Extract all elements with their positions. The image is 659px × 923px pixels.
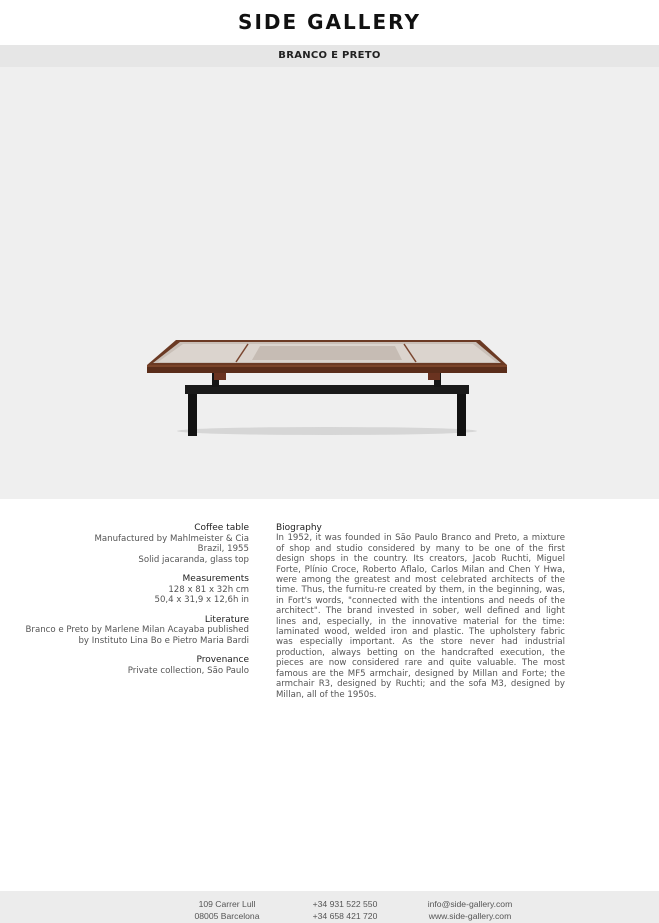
gallery-logo[interactable]: SIDE GALLERY (238, 10, 421, 34)
details-title: Literature (204, 614, 249, 625)
biography-text: In 1952, it was founded in São Paulo Branco and Preto, a mixture of shop and studio considered by many to be one of the first design shops in the country. Its creators, Jacob Ruchti, Miguel Forte, Plínio Croce, Roberto Aflalo, Carlos Milan and Chen Y Hwa, were among the greatest and most celebrated architects of the time. Thus, the furnitu-re created by them, in the beginning, was, in Fort's words, "connected with the intentions and needs of the architect". The brand invested in sober, well defined and light lines and, especially, in the innovative material for the time: laminated wood, welded iron and plastic. The upholstery fabric was especially important. As the store never had industrial production, always betting on the handcrafted execution, the pieces are now considered rare and quite valuable. The most famous are the MF5 armchair, designed by Millan and Forte; the armchair R3, designed by Ruchti; and the sofa M3, designed by Millan, all of the 1950s. (276, 533, 565, 700)
product-photo (0, 67, 659, 499)
website-link[interactable]: www.side-gallery.com (428, 910, 512, 921)
details-column (20, 523, 249, 685)
phone-link[interactable]: +34 658 421 720 (312, 910, 378, 921)
phone-link[interactable]: +34 931 522 550 (312, 899, 378, 909)
email-link[interactable]: info@side-gallery.com (427, 899, 513, 909)
details-line: Branco e Preto by Marlene Milan Acayaba published (25, 625, 249, 635)
details-title: Provenance (196, 655, 249, 665)
footer-address (178, 899, 276, 922)
details-line: Private collection, São Paulo (127, 665, 249, 676)
details-line: 50,4 x 31,9 x 12,6h in (154, 595, 249, 605)
details-block-0 (20, 523, 249, 565)
biography-title: Biography (276, 523, 322, 533)
biography-section (276, 523, 565, 700)
address-line: 08005 Barcelona (194, 910, 260, 921)
details-line: 128 x 81 x 32h cm (168, 584, 249, 595)
details-line: Solid jacaranda, glass top (138, 554, 249, 565)
address-line: 109 Carrer Lull (198, 899, 256, 909)
details-line: Manufactured by Mahlmeister & Cia (94, 533, 249, 544)
page-title: BRANCO E PRETO (0, 45, 659, 67)
details-block-1 (20, 574, 249, 606)
details-block-2 (20, 615, 249, 647)
footer (0, 891, 659, 923)
details-line: by Instituto Lina Bo e Pietro Maria Bardi (78, 635, 249, 646)
footer-phones (295, 899, 395, 922)
footer-web (414, 899, 526, 922)
details-line: Brazil, 1955 (197, 544, 249, 554)
details-title: Coffee table (194, 523, 249, 533)
details-block-3 (20, 655, 249, 676)
header (0, 0, 659, 45)
coffee-table-image (0, 67, 659, 499)
details-title: Measurements (182, 574, 249, 584)
